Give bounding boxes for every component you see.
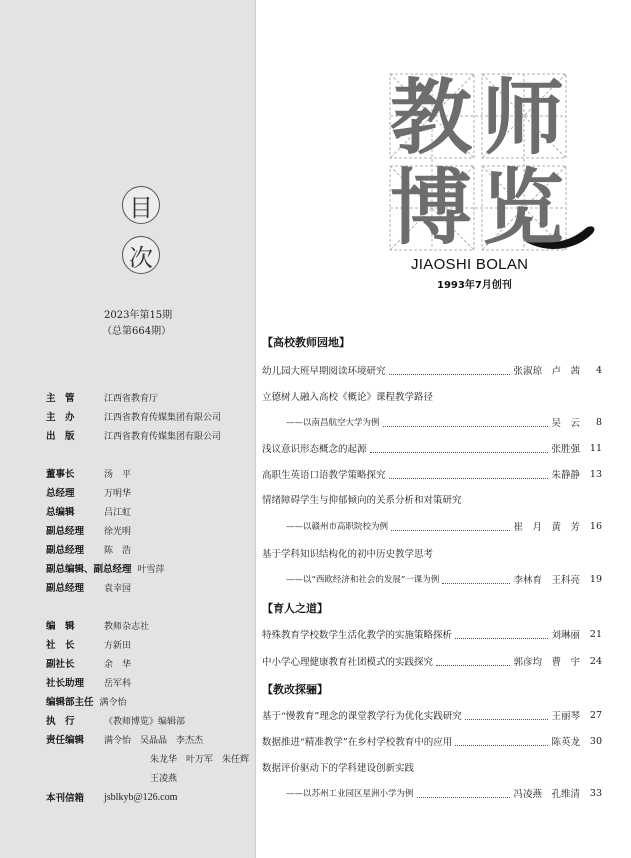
info-label: 出 版 [46,431,75,442]
logo-char-shi: 师 [482,71,565,166]
leader-dots [383,418,549,427]
toc-author: 刘琳丽 [551,630,580,641]
toc-page: 30 [589,735,602,747]
staff-value: 叶雪萍 [137,564,165,575]
editorial-executive [46,713,185,727]
staff-value: 汤 平 [104,469,132,480]
editorial-label: 副社长 [46,659,75,670]
toc-entry[interactable] [262,626,602,642]
toc-title: 基于学科知识结构化的初中历史教学思考 [262,549,434,560]
toc-entry[interactable] [262,653,602,669]
editorial-assistant [46,675,131,689]
toc-title: 中小学心理健康教育社团模式的实践探究 [262,657,434,668]
toc-author: 朱静静 [551,470,580,481]
total-issue-number: （总第664期） [102,326,172,337]
leader-dots [389,470,549,479]
toc-author: 冯凌燕 孔维清 [513,789,580,800]
toc-subtitle: ——以“西欧经济和社会的发展”一课为例 [286,575,440,585]
leader-dots [391,522,510,531]
staff-label: 副总经理 [46,526,85,537]
toc-page: 19 [589,573,602,585]
toc-page: 13 [589,468,602,480]
logo-char-bo: 博 [390,161,473,256]
logo-char-lan: 览 [482,161,565,256]
toc-page: 4 [595,364,602,376]
editorial-resp-editors [46,732,203,746]
section-heading-gaoxiao: 【高校教师园地】 [262,336,350,349]
toc-entry-sub[interactable] [286,518,602,534]
toc-page: 8 [595,416,602,428]
toc-entry-sub[interactable] [286,414,602,430]
info-zhuban [46,409,221,423]
section-heading-jiaogai: 【教改探骊】 [262,683,328,696]
toc-author: 李林育 王科亮 [513,575,580,586]
staff-value: 徐光明 [104,526,132,537]
info-value: 江西省教育厅 [104,393,159,404]
logo-founded: 1993年7月创刊 [437,280,512,291]
leader-dots [455,737,548,746]
toc-subtitle: ——以南昌航空大学为例 [286,418,380,428]
toc-author: 陈英龙 [551,737,580,748]
toc-page: 16 [589,520,602,532]
toc-page: 24 [589,655,602,667]
leader-dots [370,444,549,453]
leader-dots [442,575,510,584]
editorial-vice-president [46,656,131,670]
editorial-value: 教师杂志社 [104,621,150,632]
toc-entry[interactable] [262,440,602,456]
staff-vgm-2 [46,542,131,556]
issue-number: 2023年第15期 [104,310,173,321]
editorial-label: 责任编辑 [46,735,85,746]
toc-entry-sub[interactable] [286,571,602,587]
staff-value: 陈 浩 [104,545,132,556]
editorial-value: 满令怡 [99,697,127,708]
toc-page: 27 [589,709,602,721]
column-divider [255,0,256,858]
toc-subtitle: ——以赣州市高职院校为例 [286,522,389,532]
toc-entry[interactable] [262,362,602,378]
info-label: 主 办 [46,412,75,423]
toc-author: 王丽琴 [551,711,580,722]
editorial-value: 岳军科 [104,678,132,689]
toc-title: 情绪障碍学生与抑郁倾向的关系分析和对策研究 [262,495,462,506]
toc-entry[interactable] [262,388,602,404]
toc-author: 张胜强 [551,444,580,455]
toc-entry[interactable] [262,707,602,723]
editorial-value: 满令怡 吴晶晶 李杰杰 [104,735,204,746]
editorial-value: 余 华 [104,659,132,670]
toc-title: 基于“慢教育”理念的课堂教学行为优化实践研究 [262,711,462,722]
toc-entry-sub[interactable] [286,785,602,801]
toc-title: 立德树人融入高校《概论》课程教学路径 [262,392,434,403]
info-chuban [46,428,221,442]
toc-title: 数据评价驱动下的学科建设创新实践 [262,763,415,774]
toc-subtitle: ——以苏州工业园区星洲小学为例 [286,789,414,799]
leader-dots [436,657,510,666]
staff-value: 万明华 [104,488,132,499]
staff-vgm-1 [46,523,131,537]
toc-author: 郭彦均 曹 宇 [513,657,580,668]
toc-title: 特殊教育学校数学生活化教学的实施策略探析 [262,630,453,641]
editorial-label: 社长助理 [46,678,85,689]
toc-title: 幼儿园大班早期阅读环境研究 [262,366,386,377]
info-zhuguan [46,390,158,404]
info-value: 江西省教育传媒集团有限公司 [104,431,222,442]
staff-gm [46,485,131,499]
logo-pinyin: JIAOSHI BOLAN [411,256,529,273]
editorial-value: 方新田 [104,640,132,651]
toc-entry[interactable] [262,545,602,561]
toc-title: 数据推进“精准教学”在乡村学校教育中的应用 [262,737,453,748]
editorial-editor [46,618,149,632]
editorial-mailbox [46,790,177,804]
staff-label: 总经理 [46,488,75,499]
editorial-label: 社 长 [46,640,75,651]
section-heading-yuren: 【育人之道】 [262,602,328,615]
toc-page: 33 [589,787,602,799]
staff-label: 董事长 [46,469,75,480]
editorial-value: 王凌燕 [150,773,178,784]
mulu-char-ci: 次 [122,236,160,274]
toc-author: 张淑琼 卢 茜 [513,366,580,377]
leader-dots [417,789,511,798]
staff-label: 副总经理 [46,545,85,556]
toc-title: 浅议意识形态概念的起源 [262,444,367,455]
staff-value: 袁幸园 [104,583,132,594]
staff-value: 吕江虹 [104,507,132,518]
editorial-label: 执 行 [46,716,75,727]
staff-label: 副总编辑、副总经理 [46,564,132,575]
editorial-director [46,694,127,708]
logo-char-jiao: 教 [390,71,473,166]
editorial-label: 本刊信箱 [46,793,85,804]
info-label: 主 管 [46,393,75,404]
mulu-char-mu: 目 [122,186,160,224]
staff-label: 总编辑 [46,507,75,518]
editorial-label: 编 辑 [46,621,75,632]
editorial-value: 《教师博览》编辑部 [104,716,186,727]
staff-vce-vgm [46,561,165,575]
leader-dots [389,366,511,375]
staff-chief-editor [46,504,131,518]
toc-author: 吴 云 [551,418,580,429]
mailbox-email[interactable]: jsblkyb@126.com [104,791,178,803]
toc-entry[interactable] [262,466,602,482]
staff-label: 副总经理 [46,583,85,594]
toc-entry[interactable] [262,491,602,507]
staff-chairman [46,466,131,480]
editorial-label: 编辑部主任 [46,697,94,708]
editorial-value: 朱龙华 叶万军 朱任辉 [150,754,250,765]
leader-dots [465,711,549,720]
editorial-president [46,637,131,651]
toc-entry[interactable] [262,733,602,749]
toc-title: 高职生英语口语教学策略探究 [262,470,386,481]
toc-page: 21 [589,628,602,640]
toc-entry[interactable] [262,759,602,775]
leader-dots [455,630,548,639]
staff-vgm-3 [46,580,131,594]
toc-page: 11 [589,442,602,454]
toc-author: 崔 月 黄 芳 [513,522,580,533]
info-value: 江西省教育传媒集团有限公司 [104,412,222,423]
